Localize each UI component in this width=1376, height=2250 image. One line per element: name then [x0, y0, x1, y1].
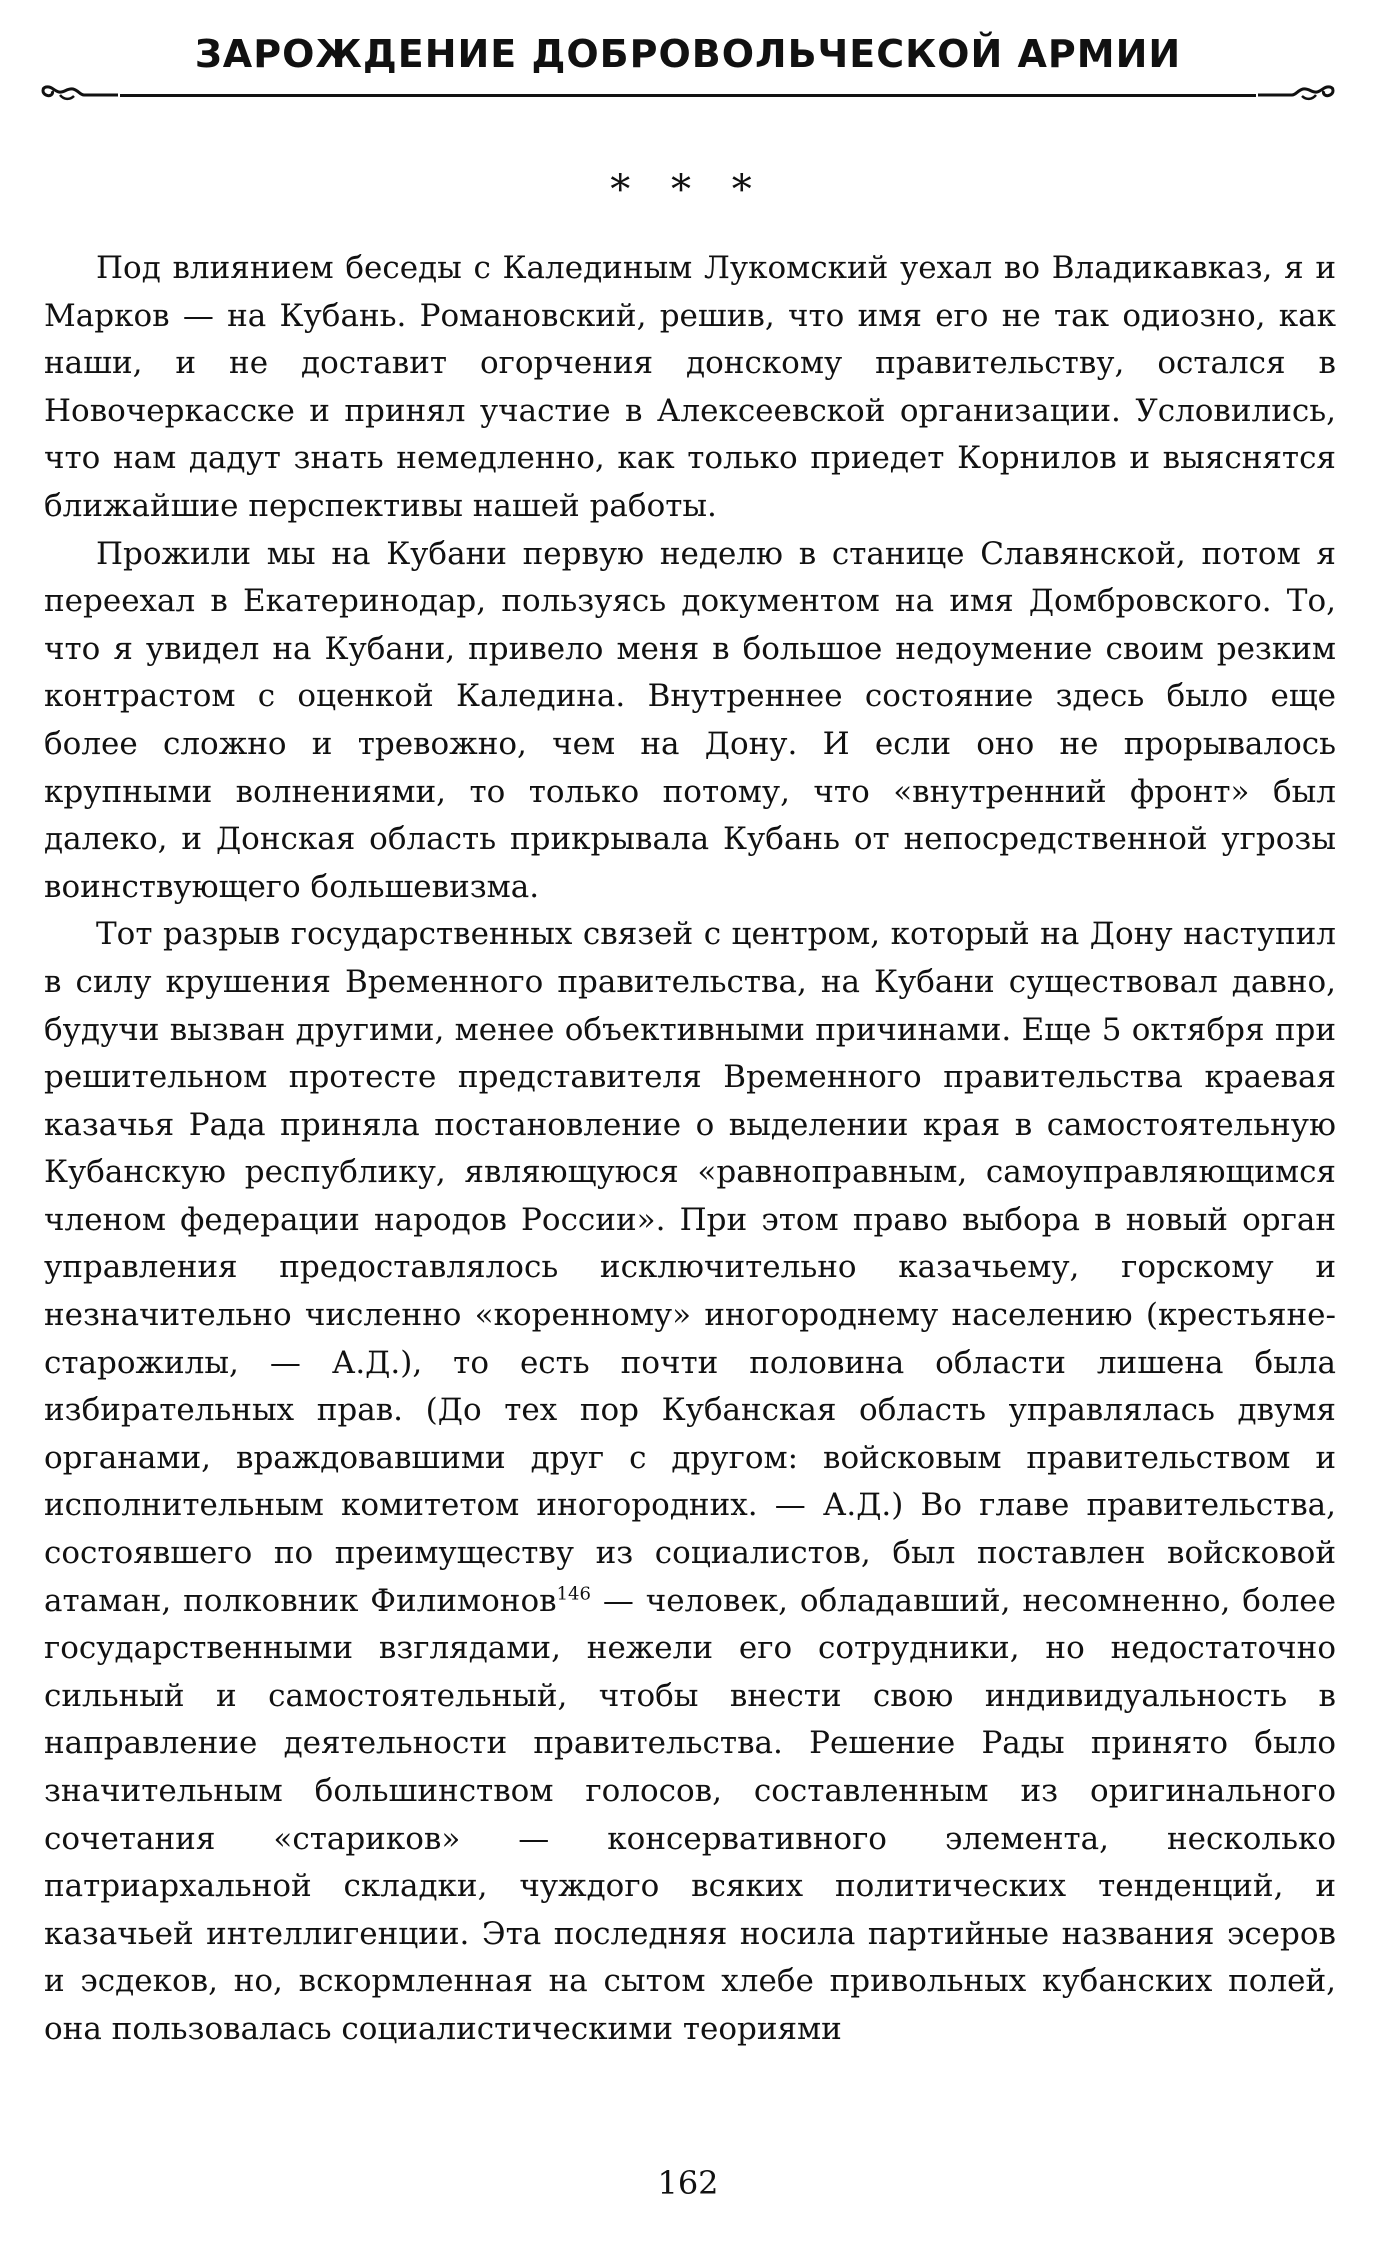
page-number: 162 [657, 2164, 719, 2202]
paragraph-3-text-a: Тот разрыв государственных связей с центром, который на Дону наступил в силу крушения Временного правительства, на Кубани существовал давно, будучи вызван другими, менее объективными причинами. Еще 5 октября при решительном протесте представителя Временного правительства краевая казачья Рада приняла постановление о выделении края в самостоятельную Кубанскую республику, являющуюся «равноправным, самоуправляющимся членом федерации народов России». При этом право выбора в новый орган управления предоставлялось исключительно казачьему, горскому и незначительно численно «коренному» иногороднему населению (крестьяне-старожилы, — А.Д.), то есть почти половина области лишена была избирательных прав. (До тех пор Кубанская область управлялась двумя органами, враждовавшими друг с другом: войсковым правительством и исполнительным комитетом иногородних. — А.Д.) Во главе правительства, состоявшего по преимуществу из социалистов, был поставлен войсковой атаман, полковник Филимонов [44, 916, 1336, 1619]
footnote-ref: 146 [556, 1583, 591, 1605]
paragraph-3 [44, 911, 1336, 2053]
body-text [44, 245, 1336, 2054]
paragraph-2: Прожили мы на Кубани первую неделю в станице Славянской, потом я переехал в Екатеринодар, пользуясь документом на имя Домбровского. То, что я увидел на Кубани, привело меня в большое недоумение своим резким контрастом с оценкой Каледина. Внутреннее состояние здесь было еще более сложно и тревожно, чем на Дону. И если оно не прорывалось крупными волнениями, то только потому, что «внутренний фронт» был далеко, и Донская область прикрывала Кубань от непосредственной угрозы воинствующего большевизма. [44, 535, 1336, 905]
paragraph-1: Под влиянием беседы с Калединым Лукомский уехал во Владикавказ, я и Марков — на Кубань. Романовский, решив, что имя его не так одиозно, как наши, и не доставит огорчения донскому правительству, остался в Новочеркасске и принял участие в Алексеевской организации. Условились, что нам дадут знать немедленно, как только приедет Корнилов и выяснятся ближайшие перспективы нашей работы. [44, 250, 1336, 524]
header-title: ЗАРОЖДЕНИЕ ДОБРОВОЛЬЧЕСКОЙ АРМИИ [194, 32, 1182, 76]
section-break: * * * [610, 167, 766, 213]
left-ornament-icon [40, 78, 120, 108]
paragraph-3-text-b: — человек, обладавший, несомненно, более государственными взглядами, нежели его сотрудники, но недостаточно сильный и самостоятельный, чтобы внести свою индивидуальность в направление деятельности правительства. Решение Рады принято было значительным большинством голосов, составленным из оригинального сочетания «стариков» — консервативного элемента, несколько патриархальной складки, чуждого всяких политических тенденций, и казачьей интеллигенции. Эта последняя носила партийные названия эсеров и эсдеков, но, вскормленная на сытом хлебе привольных кубанских полей, она пользовалась социалистическими теориями [44, 1582, 1336, 2047]
right-ornament-icon [1256, 78, 1336, 108]
running-header [40, 28, 1336, 108]
header-rule [120, 94, 1256, 97]
